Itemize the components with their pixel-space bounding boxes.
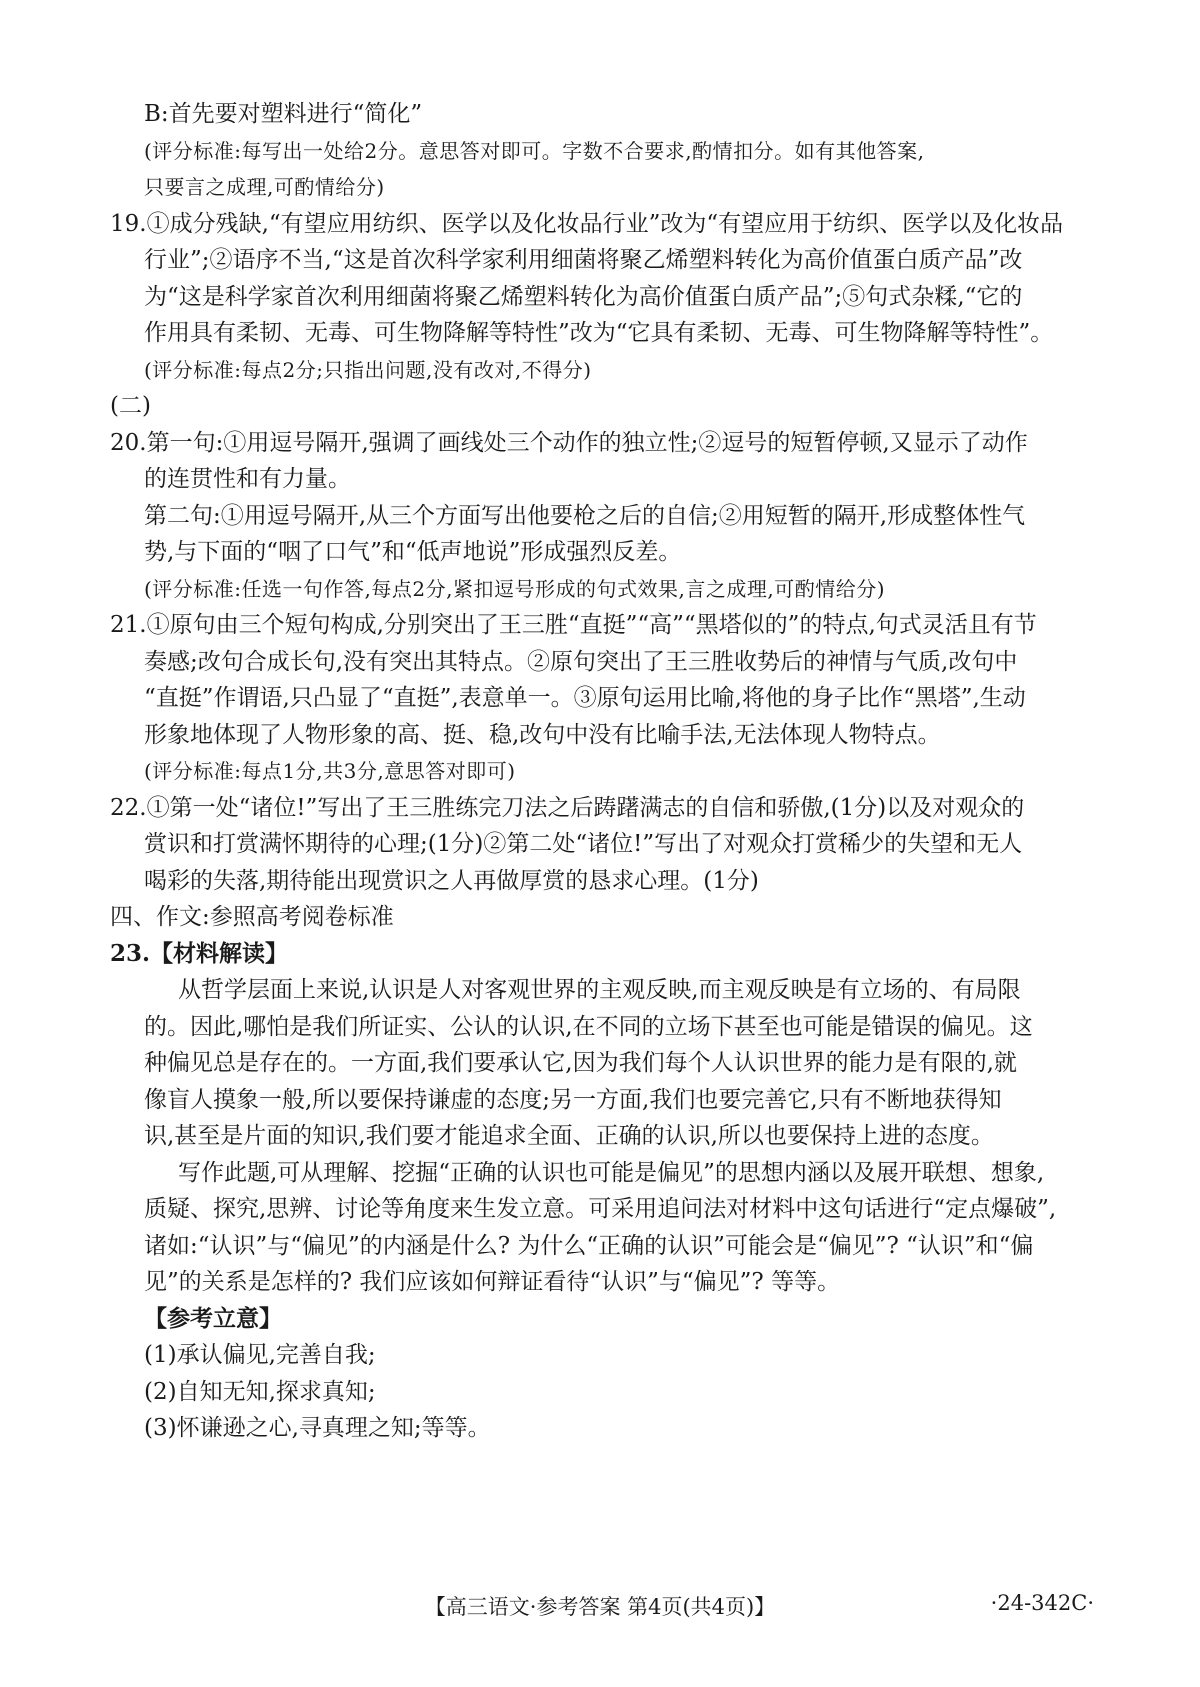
- answer-content: [110, 96, 1090, 1447]
- text-line-l11: 的连贯性和有力量。: [144, 466, 351, 492]
- text-line-l34: 【参考立意】: [144, 1304, 282, 1332]
- text-line-l36: (2)自知无知,探求真知;: [144, 1378, 376, 1405]
- text-line-l25: 从哲学层面上来说,认识是人对客观世界的主观反映,而主观反映是有立场的、有局限: [178, 977, 1021, 1003]
- text-line-l30: 写作此题,可从理解、挖掘“正确的认识也可能是偏见”的思想内涵以及展开联想、想象,: [178, 1159, 1045, 1186]
- text-line-l1: B:首先要对塑料进行“简化”: [144, 101, 423, 127]
- text-line-l12: 第二句:①用逗号隔开,从三个方面写出他要枪之后的自信;②用短暂的隔开,形成整体性气: [144, 502, 1026, 529]
- text-line-l8: (评分标准:每点2分;只指出问题,没有改对,不得分): [144, 357, 592, 382]
- text-line-l28: 像盲人摸象一般,所以要保持谦虚的态度;另一方面,我们也要完善它,只有不断地获得知: [144, 1086, 1002, 1113]
- text-line-l21: 赏识和打赏满怀期待的心理;(1分)②第二处“诸位!”写出了对观众打赏稀少的失望和无人: [144, 831, 1023, 857]
- text-line-l32: 诸如:“认识”与“偏见”的内涵是什么? 为什么“正确的认识”可能会是“偏见”? “认识”和“偏: [144, 1232, 1034, 1259]
- text-line-l29: 识,甚至是片面的知识,我们要才能追求全面、正确的认识,所以也要保持上进的态度。: [144, 1123, 994, 1149]
- text-line-l2: (评分标准:每写出一处给2分。意思答对即可。字数不合要求,酌情扣分。如有其他答案,: [144, 138, 925, 163]
- text-line-l15: 21.①原句由三个短句构成,分别突出了王三胜“直挺”“高”“黑塔似的”的特点,句式灵活且有节: [110, 612, 1037, 638]
- text-line-l9: (二): [110, 393, 151, 419]
- text-line-l31: 质疑、探究,思辨、讨论等角度来生发立意。可采用追问法对材料中这句话进行“定点爆破”,: [144, 1196, 1057, 1222]
- text-line-l37: (3)怀谦逊之心,寻真理之知;等等。: [144, 1415, 491, 1441]
- text-line-l3: 只要言之成理,可酌情给分): [144, 175, 385, 199]
- text-line-l20: 22.①第一处“诸位!”写出了王三胜练完刀法之后踌躇满志的自信和骄傲,(1分)以及对观众的: [110, 794, 1025, 821]
- page-footer: 【高三语文·参考答案 第4页(共4页)】: [424, 1595, 776, 1619]
- text-line-l22: 喝彩的失落,期待能出现赏识之人再做厚赏的恳求心理。(1分): [144, 867, 759, 894]
- text-line-l27: 种偏见总是存在的。一方面,我们要承认它,因为我们每个人认识世界的能力是有限的,就: [144, 1050, 1017, 1076]
- text-line-l7: 作用具有柔韧、无毒、可生物降解等特性”改为“它具有柔韧、无毒、可生物降解等特性”。: [144, 320, 1054, 346]
- text-line-l6: 为“这是科学家首次利用细菌将聚乙烯塑料转化为高价值蛋白质产品”;⑤句式杂糅,“它的: [144, 283, 1023, 310]
- document-code: ·24-342C·: [990, 1591, 1094, 1615]
- text-line-l16: 奏感;改句合成长句,没有突出其特点。②原句突出了王三胜收势后的神情与气质,改句中: [144, 648, 1018, 675]
- text-line-l17: “直挺”作谓语,只凸显了“直挺”,表意单一。③原句运用比喻,将他的身子比作“黑塔”,生动: [144, 685, 1026, 711]
- text-line-l35: (1)承认偏见,完善自我;: [144, 1342, 376, 1368]
- text-line-l4: 19.①成分残缺,“有望应用纺织、医学以及化妆品行业”改为“有望应用于纺织、医学以及化妆品: [110, 210, 1064, 237]
- text-line-l23: 四、作文:参照高考阅卷标准: [110, 904, 394, 930]
- text-line-l14: (评分标准:任选一句作答,每点2分,紧扣逗号形成的句式效果,言之成理,可酌情给分): [144, 576, 885, 601]
- text-line-l19: (评分标准:每点1分,共3分,意思答对即可): [144, 759, 516, 783]
- text-line-l13: 势,与下面的“咽了口气”和“低声地说”形成强烈反差。: [144, 539, 682, 565]
- text-line-l5: 行业”;②语序不当,“这是首次科学家利用细菌将聚乙烯塑料转化为高价值蛋白质产品”改: [144, 247, 1023, 273]
- text-line-l18: 形象地体现了人物形象的高、挺、稳,改句中没有比喻手法,无法体现人物特点。: [144, 721, 941, 748]
- text-line-l26: 的。因此,哪怕是我们所证实、公认的认识,在不同的立场下甚至也可能是错误的偏见。这: [144, 1013, 1033, 1040]
- text-line-l33: 见”的关系是怎样的? 我们应该如何辩证看待“认识”与“偏见”? 等等。: [144, 1269, 841, 1295]
- text-line-l24: 23.【材料解读】: [110, 939, 289, 967]
- text-line-l10: 20.第一句:①用逗号隔开,强调了画线处三个动作的独立性;②逗号的短暂停顿,又显示了动作: [110, 429, 1028, 456]
